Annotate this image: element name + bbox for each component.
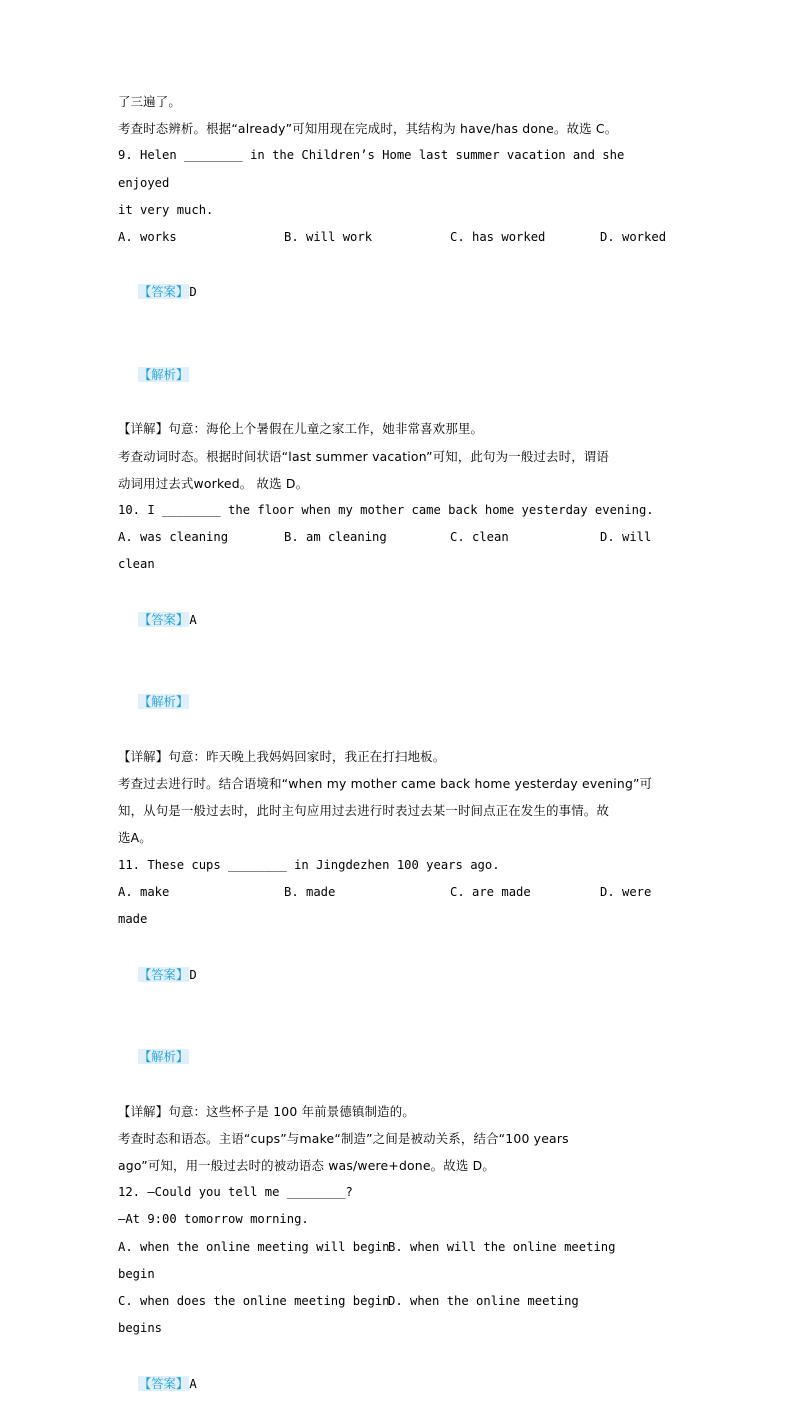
answer-label: 【答案】 — [138, 966, 189, 982]
answer-line-9 — [118, 251, 676, 334]
options-row-11 — [118, 879, 676, 906]
answer-label: 【答案】 — [138, 611, 189, 627]
detail-line-11: 【详解】句意：这些杯子是 100 年前景德镇制造的。 — [118, 1103, 415, 1119]
option-9-a[interactable]: A. works — [118, 230, 177, 245]
document-body — [118, 88, 676, 1425]
option-10-d-cont: clean — [118, 557, 155, 572]
explanation-line: 知，从句是一般过去时，此时主句应用过去进行时表过去某一时间点正在发生的事情。故 — [118, 803, 610, 819]
question-stem-9: 9. Helen ________ in the Children’s Home last summer vacation and she enjoyed — [118, 148, 632, 190]
option-11-d[interactable]: D. were — [600, 884, 652, 899]
option-12-d[interactable]: D. when the online meeting — [388, 1293, 579, 1308]
answer-label: 【答案】 — [138, 284, 189, 300]
question-stem-11: 11. These cups ________ in Jingdezhen 100 years ago. — [118, 857, 500, 872]
option-12-a[interactable]: A. when the online meeting will begin — [118, 1239, 390, 1254]
explanation-line: 考查时态和语态。主语“cups”与make“制造”之间是被动关系，结合“100 years — [118, 1130, 569, 1146]
answer-label: 【答案】 — [138, 1375, 189, 1391]
option-12-b[interactable]: B. when will the online meeting — [388, 1239, 616, 1254]
explanation-line: 考查动词时态。根据时间状语“last summer vacation”可知，此句为一般过去时，谓语 — [118, 448, 609, 464]
question-stem-12-answer: —At 9:00 tomorrow morning. — [118, 1212, 309, 1227]
answer-value-11: D — [189, 967, 197, 982]
detail-line-9: 【详解】句意：海伦上个暑假在儿童之家工作，她非常喜欢那里。 — [118, 421, 484, 437]
option-9-c[interactable]: C. has worked — [450, 230, 546, 245]
analysis-line-10 — [118, 661, 676, 743]
option-11-a[interactable]: A. make — [118, 884, 170, 899]
analysis-label: 【解析】 — [138, 367, 189, 383]
option-10-a[interactable]: A. was cleaning — [118, 530, 229, 545]
option-11-d-cont: made — [118, 912, 148, 927]
question-stem-10: 10. I ________ the floor when my mother came back home yesterday evening. — [118, 503, 654, 518]
detail-line-10: 【详解】句意：昨天晚上我妈妈回家时，我正在打扫地板。 — [118, 748, 446, 764]
options-row-12-ab — [118, 1234, 676, 1261]
answer-value-10: A — [189, 612, 197, 627]
options-row-9 — [118, 224, 676, 251]
answer-value-9: D — [189, 285, 197, 300]
option-11-b[interactable]: B. made — [284, 884, 336, 899]
text-line: 了三遍了。 — [118, 94, 181, 109]
answer-line-12 — [118, 1342, 676, 1425]
explanation-line: ago”可知，用一般过去时的被动语态 was/were+done。故选 D。 — [118, 1157, 495, 1173]
analysis-label: 【解析】 — [138, 1049, 189, 1065]
analysis-line-9 — [118, 334, 676, 416]
option-12-d-cont: begins — [118, 1321, 163, 1336]
option-12-c[interactable]: C. when does the online meeting begin — [118, 1293, 390, 1308]
option-12-b-cont: begin — [118, 1266, 155, 1281]
explanation-line: 动词用过去式worked。 故选 D。 — [118, 475, 309, 491]
text-line: 考查时态辨析。根据“already”可知用现在完成时，其结构为 have/has done。故选 C。 — [118, 121, 618, 137]
analysis-line-11 — [118, 1016, 676, 1098]
answer-value-12: A — [189, 1376, 197, 1391]
answer-line-11 — [118, 933, 676, 1016]
options-row-12-cd — [118, 1288, 676, 1315]
option-9-b[interactable]: B. will work — [284, 230, 373, 245]
question-stem-9-cont: it very much. — [118, 202, 214, 217]
analysis-label: 【解析】 — [138, 694, 189, 710]
option-10-b[interactable]: B. am cleaning — [284, 530, 387, 545]
option-10-c[interactable]: C. clean — [450, 530, 509, 545]
explanation-line: 考查过去进行时。结合语境和“when my mother came back home yesterday evening”可 — [118, 776, 653, 792]
question-stem-12: 12. —Could you tell me ________? — [118, 1185, 353, 1200]
explanation-line: 选A。 — [118, 830, 152, 846]
options-row-10 — [118, 524, 676, 551]
option-11-c[interactable]: C. are made — [450, 884, 531, 899]
option-9-d[interactable]: D. worked — [600, 230, 667, 245]
option-10-d[interactable]: D. will — [600, 530, 652, 545]
answer-line-10 — [118, 579, 676, 662]
